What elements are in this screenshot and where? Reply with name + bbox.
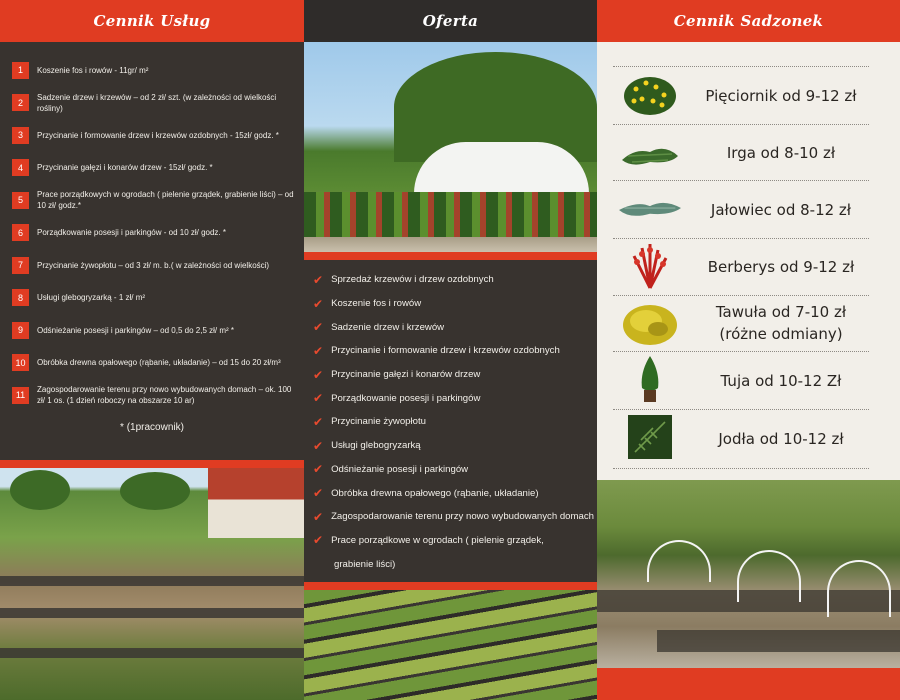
offer-item xyxy=(304,315,597,339)
service-number: 7 xyxy=(12,257,29,274)
red-barberry-icon xyxy=(619,243,681,289)
service-text: Przycinanie i formowanie drzew i krzewów ozdobnych - 15zł/ godz. * xyxy=(37,130,279,140)
service-number: 10 xyxy=(12,354,29,371)
offer-item xyxy=(304,363,597,387)
tree-shape xyxy=(120,472,190,510)
offer-list xyxy=(304,260,597,576)
offer-panel xyxy=(304,260,597,582)
plant-price-note: (różne odmiany) xyxy=(719,325,843,343)
service-number: 8 xyxy=(12,289,29,306)
plant-price: Irga od 8-10 zł xyxy=(726,144,836,162)
offer-text: Prace porządkowe w ogrodach ( pielenie grządek, xyxy=(331,534,544,546)
shrub-yellow-flowers-icon xyxy=(619,71,681,117)
offer-title: Oferta xyxy=(304,0,597,42)
service-text: Obróbka drewna opałowego (rąbanie, układanie) – od 15 do 20 zł/m³ xyxy=(37,358,281,368)
nursery-field-photo xyxy=(0,468,304,700)
offer-text: Sadzenie drzew i krzewów xyxy=(331,321,445,333)
services-price-panel xyxy=(0,42,304,460)
service-text: Odśnieżanie posesji i parkingów – od 0,5 do 2,5 zł/ m² * xyxy=(37,325,234,335)
offer-item xyxy=(304,268,597,292)
seedlings-price-column xyxy=(597,0,900,700)
plant-beds-photo xyxy=(304,590,597,700)
seedling-beds-photo xyxy=(597,480,900,668)
offer-item xyxy=(304,458,597,482)
service-text: Sadzenie drzew i krzewów – od 2 zł/ szt. (w zależności od wielkości rośliny) xyxy=(37,92,277,113)
service-text: Porządkowanie posesji i parkingów - od 10 zł/ godz. * xyxy=(37,228,226,238)
service-item xyxy=(0,217,304,250)
fir-branch-icon xyxy=(619,414,681,460)
offer-text: Obróbka drewna opałowego (rąbanie, układanie) xyxy=(331,487,539,499)
seedlings-price-panel xyxy=(597,42,900,480)
offer-item xyxy=(304,292,597,316)
plant-price: Jałowiec od 8-12 zł xyxy=(710,201,852,219)
service-number: 6 xyxy=(12,224,29,241)
offer-text: Odśnieżanie posesji i parkingów xyxy=(331,463,469,475)
divider-bar xyxy=(304,582,597,590)
greenhouse-photo xyxy=(304,42,597,252)
plant-row xyxy=(613,124,869,181)
hoop-arch xyxy=(737,550,801,602)
service-item xyxy=(0,379,304,412)
offer-item xyxy=(304,434,597,458)
service-text: Przycinanie gałęzi i konarów drzew - 15zł/ godz. * xyxy=(37,163,213,173)
offer-item-continuation xyxy=(304,552,597,576)
service-item xyxy=(0,54,304,87)
checkmark-icon: ✔ xyxy=(313,462,324,477)
services-price-title: Cennik Usług xyxy=(0,0,304,42)
plant-price: Tawuła od 7-10 zł xyxy=(715,303,847,321)
offer-text: Koszenie fos i rowów xyxy=(331,298,422,310)
checkmark-icon: ✔ xyxy=(313,533,324,548)
service-item xyxy=(0,314,304,347)
service-number: 9 xyxy=(12,322,29,339)
service-item xyxy=(0,152,304,185)
plant-price: Berberys od 9-12 zł xyxy=(707,258,855,276)
service-text: Usługi glebogryzarką - 1 zł/ m² xyxy=(37,293,146,303)
service-item xyxy=(0,119,304,152)
checkmark-icon: ✔ xyxy=(313,486,324,501)
plant-row xyxy=(613,66,869,125)
spreading-shrub-icon xyxy=(619,130,681,176)
plant-price: Jodła od 10-12 zł xyxy=(718,430,844,448)
checkmark-icon: ✔ xyxy=(313,367,324,382)
offer-item xyxy=(304,529,597,553)
seedlings-price-title: Cennik Sadzonek xyxy=(597,0,900,42)
plant-price: Pięciornik od 9-12 zł xyxy=(705,87,857,105)
checkmark-icon: ✔ xyxy=(313,296,324,311)
services-price-column xyxy=(0,0,304,700)
service-number: 1 xyxy=(12,62,29,79)
checkmark-icon: ✔ xyxy=(313,509,324,524)
plant-row xyxy=(613,351,869,410)
service-item xyxy=(0,282,304,315)
offer-item xyxy=(304,481,597,505)
services-footnote: * (1pracownik) xyxy=(120,421,184,433)
juniper-icon xyxy=(619,186,681,232)
hoop-arch xyxy=(827,560,891,617)
plant-row xyxy=(613,295,869,352)
offer-item xyxy=(304,410,597,434)
service-number: 4 xyxy=(12,159,29,176)
service-number: 5 xyxy=(12,192,29,209)
checkmark-icon: ✔ xyxy=(313,438,324,453)
greenhouse-tunnel xyxy=(414,142,589,197)
service-text: Koszenie fos i rowów - 11gr/ m² xyxy=(37,65,149,75)
offer-item xyxy=(304,339,597,363)
plant-row xyxy=(613,180,869,239)
offer-text: Przycinanie żywopłotu xyxy=(331,416,426,428)
plant-row xyxy=(613,238,869,296)
service-number: 2 xyxy=(12,94,29,111)
offer-item xyxy=(304,386,597,410)
services-price-list xyxy=(0,42,304,412)
plant-price: Tuja od 10-12 Zł xyxy=(720,372,842,390)
service-item xyxy=(0,249,304,282)
checkmark-icon: ✔ xyxy=(313,391,324,406)
bed-row xyxy=(0,608,304,618)
checkmark-icon: ✔ xyxy=(313,320,324,335)
service-number: 11 xyxy=(12,387,29,404)
offer-item xyxy=(304,505,597,529)
offer-text: Zagospodarowanie terenu przy nowo wybudowanych domach xyxy=(331,511,594,523)
tree-shape xyxy=(10,470,70,510)
checkmark-icon: ✔ xyxy=(313,414,324,429)
bed-row xyxy=(0,576,304,586)
house-illustration xyxy=(208,468,304,538)
offer-text: Usługi glebogryzarką xyxy=(331,440,421,452)
hoop-arch xyxy=(647,540,711,582)
service-item xyxy=(0,87,304,120)
offer-text: Sprzedaż krzewów i drzew ozdobnych xyxy=(331,274,494,286)
offer-text: grabienie liści) xyxy=(334,558,396,570)
potted-plants-rows xyxy=(304,192,597,237)
service-item xyxy=(0,347,304,380)
checkmark-icon: ✔ xyxy=(313,272,324,287)
bottom-bar xyxy=(597,668,900,700)
offer-text: Porządkowanie posesji i parkingów xyxy=(331,392,481,404)
service-text: Zagospodarowanie terenu przy nowo wybudowanych domach – ok. 100 zł/ 1 os. (1 dzień roboczy na obszarze 10 ar) xyxy=(37,385,292,406)
offer-text: Przycinanie i formowanie drzew i krzewów ozdobnych xyxy=(331,345,560,357)
bed-row xyxy=(0,648,304,658)
offer-text: Przycinanie gałęzi i konarów drzew xyxy=(331,369,481,381)
checkmark-icon: ✔ xyxy=(313,343,324,358)
yellow-spirea-icon xyxy=(619,300,681,346)
bed-row xyxy=(657,630,900,652)
service-text: Przycinanie żywopłotu – od 3 zł/ m. b.( w zależności od wielkości) xyxy=(37,260,270,270)
thuja-icon xyxy=(619,356,681,402)
offer-column xyxy=(304,0,597,700)
divider-bar xyxy=(304,252,597,260)
divider-bar xyxy=(0,460,304,468)
plant-row xyxy=(613,409,869,469)
service-item xyxy=(0,184,304,217)
service-text: Prace porządkowych w ogrodach ( pielenie grządek, grabienie liści) – od 10 zł/ godz.* xyxy=(37,190,294,211)
service-number: 3 xyxy=(12,127,29,144)
